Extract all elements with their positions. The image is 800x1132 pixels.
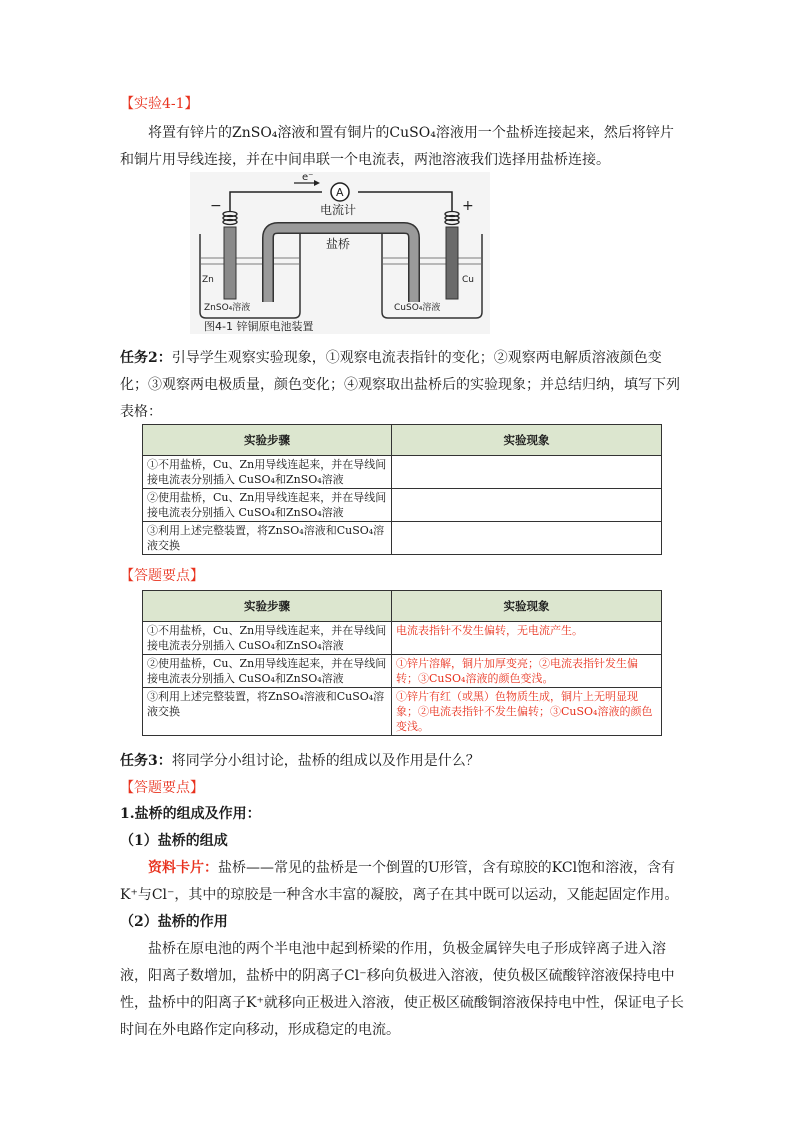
table2-step-2: ②使用盐桥，Cu、Zn用导线连起来，并在导线间接电流表分别插入 CuSO₄和ZnSO₄溶液 — [143, 655, 392, 688]
answer-label-1: 【答题要点】 — [120, 568, 204, 584]
task2-paragraph — [120, 345, 685, 426]
table2-wrapper — [122, 590, 662, 736]
task3-text: 将同学分小组讨论，盐桥的组成以及作用是什么？ — [171, 753, 480, 769]
zn-label: Zn — [202, 275, 214, 285]
table-row — [143, 688, 662, 736]
table2-obs-2: ①锌片溶解，铜片加厚变亮；②电流表指针发生偏转；③CuSO₄溶液的颜色变浅。 — [392, 655, 662, 688]
salt-bridge-label: 盐桥 — [326, 237, 351, 251]
table2-step-3: ③利用上述完整装置，将ZnSO₄溶液和CuSO₄溶液交换 — [143, 688, 392, 736]
data-card-label: 资料卡片： — [148, 860, 218, 876]
left-solution-label: ZnSO₄溶液 — [204, 303, 251, 313]
table2-obs-1: 电流表指针不发生偏转，无电流产生。 — [392, 622, 662, 655]
figure-caption: 图4-1 锌铜原电池装置 — [204, 320, 314, 333]
table1-col-obs: 实验现象 — [392, 425, 662, 456]
table-row — [143, 456, 662, 489]
galvanic-cell-figure — [190, 172, 490, 334]
table1-step-2: ②使用盐桥，Cu、Zn用导线连起来，并在导线间接电流表分别插入 CuSO₄和ZnSO₄溶液 — [143, 489, 392, 522]
task3-section — [120, 748, 685, 1044]
answer-label-2: 【答题要点】 — [120, 780, 204, 796]
table2-step-1: ①不用盐桥，Cu、Zn用导线连起来，并在导线间接电流表分别插入 CuSO₄和ZnSO₄溶液 — [143, 622, 392, 655]
task3-paragraph — [120, 748, 685, 775]
table2-obs-3: ①锌片有红（或黑）色物质生成，铜片上无明显现象；②电流表指针不发生偏转；③CuSO₄溶液的颜色变浅。 — [392, 688, 662, 736]
galvanic-cell-diagram — [190, 172, 490, 334]
plus-sign: + — [462, 198, 474, 214]
answer-table — [142, 590, 662, 736]
experiment-title: 【实验4-1】 — [120, 96, 199, 112]
task2-text: 引导学生观察实验现象，①观察电流表指针的变化；②观察两电解质溶液颜色变化；③观察两电极质量，颜色变化；④观察取出盐桥后的实验现象；并总结归纳，填写下列表格： — [120, 350, 680, 420]
data-card-paragraph — [120, 855, 685, 909]
task3-label: 任务3： — [120, 753, 172, 769]
table1-col-step: 实验步骤 — [143, 425, 392, 456]
copper-electrode — [446, 227, 458, 299]
task2-label: 任务2： — [120, 350, 172, 366]
ammeter-symbol: A — [336, 186, 344, 199]
electron-label: e⁻ — [302, 172, 314, 183]
ammeter-label: 电流计 — [320, 203, 357, 217]
zinc-electrode — [224, 227, 236, 299]
table-row — [143, 522, 662, 555]
role-paragraph: 盐桥在原电池的两个半电池中起到桥梁的作用，负极金属锌失电子形成锌离子进入溶液，阳离子数增加，盐桥中的阴离子Cl⁻移向负极进入溶液，使负极区硫酸锌溶液保持电中性，盐桥中的阳离子K⁺就移向正极进入溶液，使正极区硫酸铜溶液保持电中性，保证电子长时间在外电路作定向移动，形成稳定的电流。 — [120, 941, 684, 1038]
experiment-table — [142, 424, 662, 555]
table-row — [143, 489, 662, 522]
table1-step-3: ③利用上述完整装置，将ZnSO₄溶液和CuSO₄溶液交换 — [143, 522, 392, 555]
heading-composition-role: 1.盐桥的组成及作用： — [120, 806, 261, 822]
right-solution-label: CuSO₄溶液 — [394, 303, 441, 313]
table-row — [143, 622, 662, 655]
table1-obs-2[interactable] — [392, 489, 662, 522]
minus-sign: − — [210, 198, 222, 214]
data-card-text: 盐桥——常见的盐桥是一个倒置的U形管，含有琼胶的KCl饱和溶液，含有K⁺与Cl⁻，其中的琼胶是一种含水丰富的凝胶，离子在其中既可以运动，又能起固定作用。 — [120, 860, 679, 903]
heading-role: （2）盐桥的作用 — [120, 914, 228, 930]
table1-obs-3[interactable] — [392, 522, 662, 555]
experiment-section — [120, 92, 685, 174]
table1-wrapper — [122, 424, 662, 555]
answer-section-1 — [120, 564, 685, 588]
table1-step-1: ①不用盐桥，Cu、Zn用导线连起来，并在导线间接电流表分别插入 CuSO₄和ZnSO₄溶液 — [143, 456, 392, 489]
table1-obs-1[interactable] — [392, 456, 662, 489]
table2-col-step: 实验步骤 — [143, 591, 392, 622]
heading-composition: （1）盐桥的组成 — [120, 833, 228, 849]
table2-col-obs: 实验现象 — [392, 591, 662, 622]
intro-paragraph: 将置有锌片的ZnSO₄溶液和置有铜片的CuSO₄溶液用一个盐桥连接起来，然后将锌片和铜片用导线连接，并在中间串联一个电流表，两池溶液我们选择用盐桥连接。 — [120, 125, 674, 168]
cu-label: Cu — [462, 275, 474, 285]
table-row — [143, 655, 662, 688]
task2-section — [120, 345, 685, 426]
